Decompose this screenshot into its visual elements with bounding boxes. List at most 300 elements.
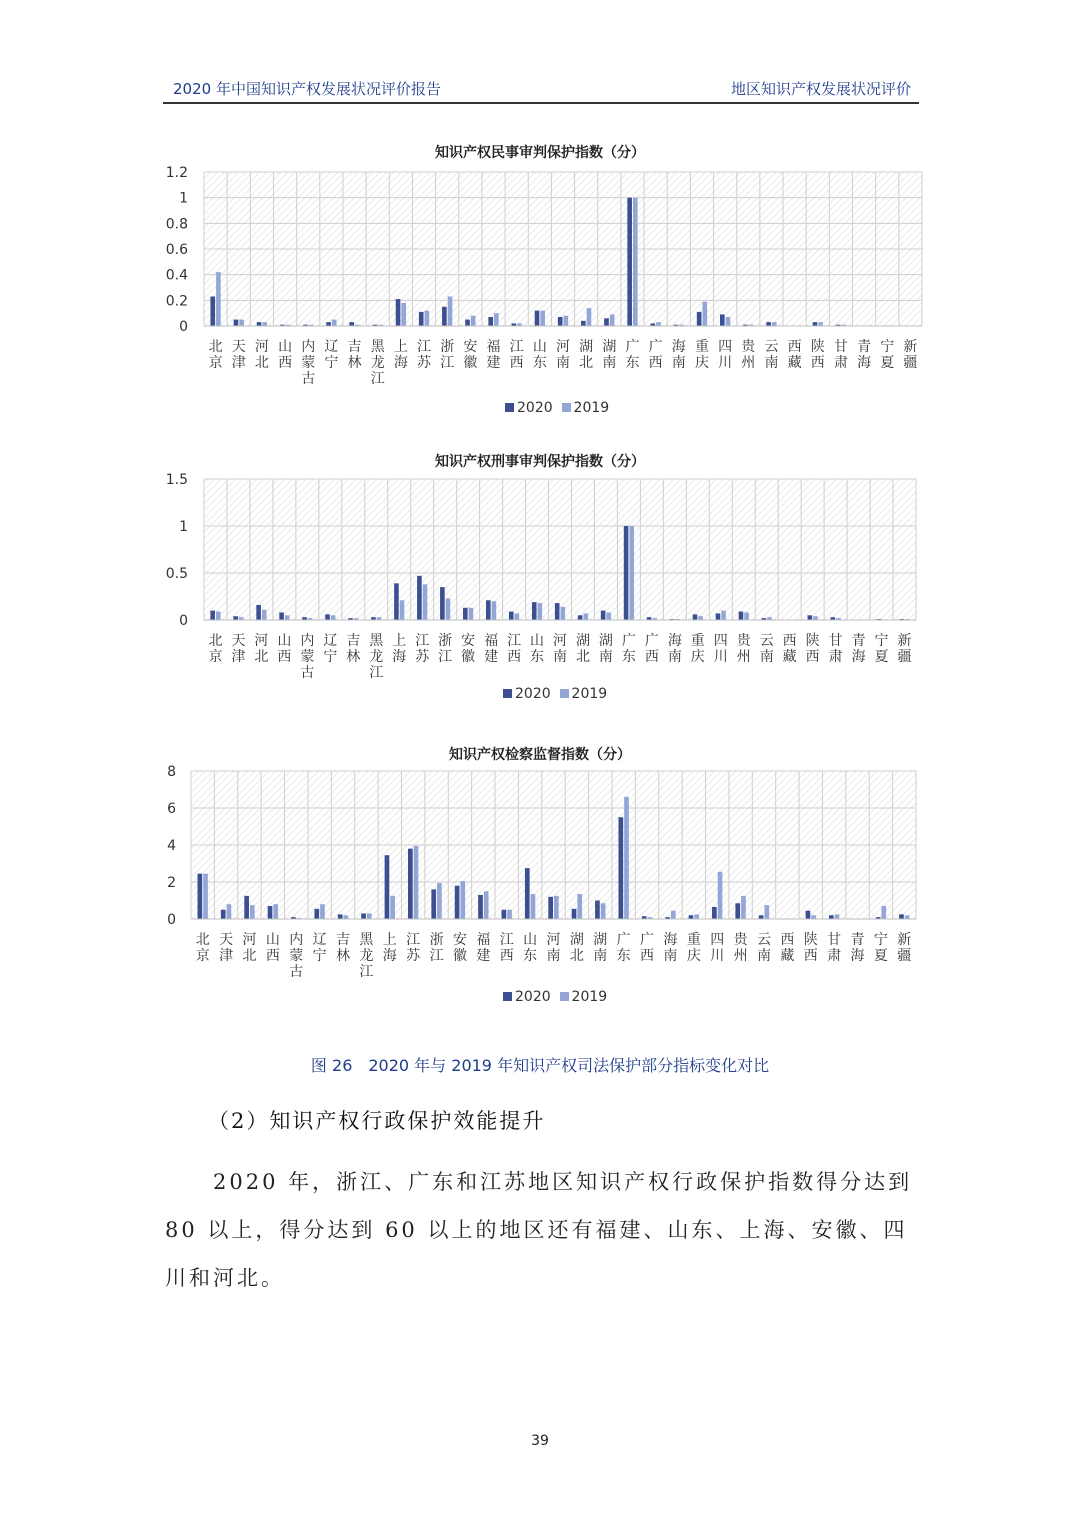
legend-label-2020: 2020 bbox=[515, 989, 551, 1005]
x-tick-char: 北 bbox=[579, 355, 594, 371]
bar-2019-河南 bbox=[554, 896, 559, 919]
y-tick-label: 0 bbox=[179, 319, 188, 335]
bar-2019-贵州 bbox=[741, 896, 746, 919]
y-tick-label: 1.2 bbox=[165, 165, 188, 181]
x-tick-char: 陕 bbox=[810, 339, 825, 355]
x-tick-char: 西 bbox=[782, 633, 797, 649]
bar-2019-吉林 bbox=[344, 915, 349, 919]
page-number: 39 bbox=[531, 1433, 549, 1449]
x-tick-label bbox=[430, 931, 444, 964]
x-tick-char: 山 bbox=[530, 633, 545, 649]
x-tick-char: 吉 bbox=[346, 633, 361, 649]
x-tick-label bbox=[570, 932, 584, 964]
x-tick-char: 徽 bbox=[452, 948, 467, 964]
x-tick-char: 江 bbox=[499, 932, 514, 948]
bar-2019-北京 bbox=[203, 874, 208, 919]
bar-2020-四川 bbox=[712, 907, 717, 919]
x-tick-char: 北 bbox=[242, 948, 257, 964]
x-tick-char: 四 bbox=[718, 339, 733, 355]
x-tick-char: 西 bbox=[278, 355, 293, 371]
bar-2020-广东 bbox=[618, 817, 623, 919]
x-tick-char: 海 bbox=[393, 355, 408, 371]
x-tick-label bbox=[289, 931, 303, 980]
x-tick-char: 湖 bbox=[575, 633, 590, 649]
y-tick-label: 1 bbox=[179, 190, 188, 207]
x-tick-char: 南 bbox=[764, 355, 779, 371]
bar-2020-黑龙江 bbox=[361, 913, 366, 919]
x-tick-char: 京 bbox=[208, 355, 223, 371]
x-tick-char: 庆 bbox=[686, 948, 701, 964]
x-tick-char: 林 bbox=[336, 948, 351, 964]
x-tick-char: 龙 bbox=[369, 649, 384, 665]
bar-2020-天津 bbox=[221, 910, 226, 919]
bar-2019-江西 bbox=[507, 910, 512, 919]
bar-2019-上海 bbox=[390, 896, 395, 919]
x-tick-label bbox=[851, 931, 865, 964]
bar-2020-上海 bbox=[385, 855, 390, 919]
bar-2019-甘肃 bbox=[835, 914, 840, 919]
bar-2020-湖北 bbox=[572, 909, 577, 919]
x-tick-char: 河 bbox=[553, 633, 567, 649]
x-tick-char: 徽 bbox=[463, 355, 478, 371]
x-tick-char: 吉 bbox=[347, 339, 362, 355]
x-tick-label bbox=[827, 932, 841, 964]
x-tick-char: 湖 bbox=[593, 932, 608, 948]
bar-2019-福建 bbox=[484, 891, 489, 919]
x-tick-char: 北 bbox=[254, 355, 269, 371]
x-tick-char: 藏 bbox=[780, 948, 795, 964]
x-tick-char: 海 bbox=[671, 339, 686, 355]
x-tick-char: 浙 bbox=[440, 339, 455, 355]
x-tick-char: 林 bbox=[347, 355, 362, 371]
x-tick-char: 贵 bbox=[736, 633, 751, 649]
legend-label-2020: 2020 bbox=[517, 400, 553, 416]
x-tick-label bbox=[640, 932, 654, 964]
bar-2019-黑龙江 bbox=[367, 913, 372, 919]
x-tick-char: 内 bbox=[289, 932, 304, 948]
x-tick-char: 福 bbox=[486, 339, 501, 355]
bar-2020-北京 bbox=[198, 874, 203, 919]
x-tick-char: 江 bbox=[417, 339, 432, 355]
bar-2019-海南 bbox=[671, 911, 676, 919]
x-tick-char: 西 bbox=[810, 355, 825, 371]
legend-label-2019: 2019 bbox=[573, 400, 610, 416]
bar-2020-山西 bbox=[268, 906, 273, 919]
x-tick-label bbox=[313, 932, 327, 964]
x-tick-char: 古 bbox=[301, 371, 316, 387]
x-tick-label bbox=[359, 932, 374, 980]
x-tick-char: 肃 bbox=[827, 948, 842, 964]
x-tick-label bbox=[710, 932, 724, 964]
x-tick-char: 州 bbox=[733, 948, 748, 964]
x-tick-char: 福 bbox=[484, 633, 499, 649]
x-tick-char: 江 bbox=[415, 633, 430, 649]
x-tick-char: 庆 bbox=[690, 649, 705, 665]
bar-2019-四川 bbox=[718, 872, 723, 919]
chart-title: 知识产权民事审判保护指数（分） bbox=[435, 145, 645, 161]
legend-label-2019: 2019 bbox=[571, 989, 608, 1005]
x-tick-char: 东 bbox=[625, 355, 640, 371]
x-tick-char: 南 bbox=[593, 948, 608, 964]
x-tick-char: 江 bbox=[369, 665, 384, 681]
y-tick-label: 0.8 bbox=[165, 216, 188, 233]
x-tick-char: 天 bbox=[231, 339, 246, 355]
x-tick-char: 上 bbox=[393, 339, 408, 355]
x-tick-char: 安 bbox=[452, 932, 467, 948]
bar-2019-湖南 bbox=[601, 903, 606, 919]
x-tick-char: 川 bbox=[713, 649, 728, 665]
x-tick-char: 蒙 bbox=[301, 355, 316, 371]
x-tick-char: 云 bbox=[764, 339, 779, 355]
y-tick-label: 8 bbox=[167, 764, 176, 780]
x-tick-char: 重 bbox=[694, 339, 709, 355]
x-tick-label bbox=[687, 932, 701, 964]
bar-2020-山东 bbox=[525, 868, 530, 919]
x-tick-label bbox=[242, 932, 256, 964]
y-tick-label: 0.4 bbox=[165, 267, 188, 284]
x-tick-char: 山 bbox=[532, 339, 547, 355]
x-tick-char: 山 bbox=[265, 932, 280, 948]
x-tick-char: 南 bbox=[556, 355, 570, 371]
x-tick-label bbox=[874, 932, 888, 964]
x-tick-char: 贵 bbox=[741, 339, 756, 355]
x-tick-char: 北 bbox=[575, 649, 590, 665]
bar-2020-云南 bbox=[759, 915, 764, 919]
x-tick-char: 南 bbox=[667, 649, 682, 665]
bar-2020-贵州 bbox=[735, 903, 740, 919]
x-tick-char: 川 bbox=[718, 355, 733, 371]
x-tick-char: 辽 bbox=[323, 633, 338, 649]
y-tick-label: 1 bbox=[179, 519, 188, 535]
x-tick-char: 林 bbox=[346, 649, 361, 665]
x-tick-char: 南 bbox=[602, 355, 617, 371]
x-tick-char: 黑 bbox=[359, 932, 374, 948]
x-tick-char: 南 bbox=[598, 649, 613, 665]
x-tick-char: 辽 bbox=[312, 932, 327, 948]
x-tick-char: 海 bbox=[857, 355, 872, 371]
x-tick-char: 南 bbox=[671, 355, 686, 371]
x-tick-char: 湖 bbox=[598, 633, 613, 649]
x-tick-char: 京 bbox=[208, 649, 223, 665]
y-tick-label: 1.5 bbox=[165, 472, 188, 488]
bar-2019-广东 bbox=[624, 797, 629, 919]
x-tick-char: 藏 bbox=[787, 355, 802, 371]
x-tick-char: 广 bbox=[621, 633, 636, 649]
x-tick-char: 陕 bbox=[805, 633, 820, 649]
x-tick-char: 安 bbox=[463, 339, 478, 355]
x-tick-char: 津 bbox=[231, 649, 246, 665]
x-tick-char: 河 bbox=[556, 339, 570, 355]
x-tick-char: 云 bbox=[759, 633, 774, 649]
x-tick-char: 宁 bbox=[874, 633, 889, 649]
x-tick-char: 浙 bbox=[429, 932, 444, 948]
x-tick-char: 蒙 bbox=[289, 948, 304, 964]
x-tick-char: 北 bbox=[195, 932, 210, 948]
x-tick-char: 海 bbox=[850, 948, 865, 964]
x-tick-char: 龙 bbox=[370, 355, 385, 371]
x-tick-char: 西 bbox=[803, 948, 818, 964]
x-tick-char: 四 bbox=[713, 633, 728, 649]
x-tick-label bbox=[547, 932, 561, 964]
x-tick-char: 青 bbox=[857, 339, 872, 355]
bar-2020-江苏 bbox=[408, 849, 413, 919]
x-tick-label bbox=[453, 932, 467, 964]
legend-label-2019: 2019 bbox=[571, 686, 608, 702]
x-tick-char: 宁 bbox=[324, 355, 339, 371]
x-tick-char: 州 bbox=[736, 649, 751, 665]
x-tick-char: 黑 bbox=[369, 633, 384, 649]
x-tick-char: 重 bbox=[686, 932, 701, 948]
x-tick-char: 内 bbox=[301, 339, 316, 355]
x-tick-char: 江 bbox=[507, 633, 522, 649]
bar-2019-陕西 bbox=[811, 915, 816, 919]
x-tick-char: 青 bbox=[851, 633, 866, 649]
x-tick-char: 川 bbox=[710, 948, 725, 964]
bar-2019-江苏 bbox=[414, 846, 419, 919]
x-tick-char: 西 bbox=[780, 932, 795, 948]
bar-2020-陕西 bbox=[806, 911, 811, 919]
x-tick-char: 西 bbox=[644, 649, 659, 665]
x-tick-char: 北 bbox=[208, 339, 223, 355]
x-tick-char: 新 bbox=[903, 339, 918, 355]
x-tick-char: 福 bbox=[476, 932, 491, 948]
x-tick-char: 疆 bbox=[903, 355, 918, 371]
x-tick-char: 重 bbox=[690, 633, 705, 649]
x-tick-char: 南 bbox=[756, 948, 771, 964]
x-tick-char: 西 bbox=[499, 948, 514, 964]
bar-2020-河北 bbox=[244, 896, 249, 919]
x-tick-char: 京 bbox=[195, 948, 210, 964]
x-tick-char: 西 bbox=[640, 948, 655, 964]
x-tick-char: 吉 bbox=[336, 932, 351, 948]
x-tick-char: 甘 bbox=[827, 932, 842, 948]
x-tick-char: 江 bbox=[370, 371, 385, 387]
x-tick-char: 黑 bbox=[370, 339, 385, 355]
x-tick-label bbox=[757, 932, 771, 964]
x-tick-label bbox=[196, 932, 210, 964]
x-tick-char: 河 bbox=[254, 339, 269, 355]
chart-title: 知识产权检察监督指数（分） bbox=[449, 747, 631, 763]
x-tick-char: 青 bbox=[850, 932, 865, 948]
bar-2019-浙江 bbox=[437, 883, 442, 919]
x-tick-char: 江 bbox=[509, 339, 524, 355]
bar-2019-天津 bbox=[227, 904, 232, 919]
bar-2019-山东 bbox=[531, 894, 536, 919]
x-tick-char: 肃 bbox=[828, 649, 843, 665]
x-tick-char: 龙 bbox=[359, 948, 374, 964]
x-tick-char: 广 bbox=[644, 633, 659, 649]
x-tick-char: 四 bbox=[710, 932, 725, 948]
x-tick-label bbox=[523, 932, 537, 964]
y-tick-label: 0 bbox=[167, 912, 176, 928]
bar-2020-福建 bbox=[478, 895, 483, 919]
x-tick-char: 津 bbox=[231, 355, 246, 371]
x-tick-char: 山 bbox=[523, 932, 538, 948]
bar-2019-河北 bbox=[250, 905, 255, 919]
x-tick-char: 江 bbox=[440, 355, 455, 371]
x-tick-char: 江 bbox=[359, 964, 374, 980]
bar-2019-重庆 bbox=[694, 914, 699, 919]
x-tick-char: 庆 bbox=[694, 355, 709, 371]
x-tick-char: 河 bbox=[254, 633, 269, 649]
x-tick-label bbox=[734, 931, 749, 964]
x-tick-char: 山 bbox=[278, 339, 293, 355]
bar-2019-湖北 bbox=[577, 894, 582, 919]
legend-swatch-2019 bbox=[560, 992, 569, 1001]
x-tick-char: 新 bbox=[897, 633, 912, 649]
bar-2019-山西 bbox=[273, 904, 278, 919]
x-tick-label bbox=[219, 932, 233, 964]
bar-2020-安徽 bbox=[455, 886, 460, 919]
x-tick-char: 建 bbox=[486, 355, 501, 371]
x-tick-char: 东 bbox=[621, 649, 636, 665]
x-tick-char: 宁 bbox=[323, 649, 338, 665]
x-tick-char: 安 bbox=[461, 633, 476, 649]
x-tick-char: 西 bbox=[277, 649, 292, 665]
x-tick-label bbox=[266, 932, 280, 964]
x-tick-label bbox=[336, 931, 350, 964]
x-tick-char: 蒙 bbox=[300, 649, 315, 665]
x-tick-char: 疆 bbox=[897, 948, 912, 964]
x-tick-char: 江 bbox=[438, 649, 453, 665]
x-tick-char: 湖 bbox=[602, 339, 617, 355]
x-tick-char: 南 bbox=[759, 649, 774, 665]
x-tick-char: 建 bbox=[476, 948, 491, 964]
x-tick-label bbox=[500, 932, 514, 964]
x-tick-char: 东 bbox=[530, 649, 545, 665]
x-tick-char: 北 bbox=[254, 649, 269, 665]
bar-2019-安徽 bbox=[460, 881, 465, 919]
bar-2020-湖南 bbox=[595, 901, 600, 920]
x-tick-char: 海 bbox=[392, 649, 407, 665]
x-tick-label bbox=[383, 932, 397, 964]
body-paragraph: 2020 年，浙江、广东和江苏地区知识产权行政保护指数得分达到 80 以上，得分达到 60 以上的地区还有福建、山东、上海、安徽、四川和河北。 bbox=[165, 1170, 913, 1290]
x-tick-char: 河 bbox=[546, 932, 561, 948]
bar-2020-浙江 bbox=[431, 889, 436, 919]
x-tick-label bbox=[804, 931, 818, 964]
legend-swatch-2020 bbox=[503, 992, 512, 1001]
x-tick-char: 夏 bbox=[873, 948, 888, 964]
x-tick-char: 甘 bbox=[828, 633, 843, 649]
y-tick-label: 0.2 bbox=[165, 293, 188, 310]
x-tick-char: 徽 bbox=[461, 649, 476, 665]
x-tick-char: 湖 bbox=[569, 932, 584, 948]
x-tick-char: 疆 bbox=[897, 649, 912, 665]
y-tick-label: 0.6 bbox=[165, 242, 188, 258]
x-tick-char: 西 bbox=[507, 649, 522, 665]
header-section-title: 地区知识产权发展状况评价 bbox=[730, 80, 911, 98]
x-tick-char: 贵 bbox=[733, 932, 748, 948]
y-tick-label: 4 bbox=[167, 838, 176, 854]
x-tick-char: 苏 bbox=[417, 355, 432, 371]
bar-2020-江西 bbox=[502, 910, 507, 919]
x-tick-char: 天 bbox=[219, 932, 234, 948]
x-tick-char: 北 bbox=[208, 633, 223, 649]
x-tick-char: 肃 bbox=[833, 355, 848, 371]
bar-2020-河南 bbox=[548, 897, 553, 919]
x-tick-label bbox=[663, 932, 677, 964]
x-tick-char: 天 bbox=[231, 633, 246, 649]
x-tick-char: 辽 bbox=[324, 339, 339, 355]
x-tick-char: 津 bbox=[219, 948, 234, 964]
x-tick-char: 广 bbox=[616, 932, 631, 948]
x-tick-char: 宁 bbox=[312, 948, 327, 964]
x-tick-char: 西 bbox=[805, 649, 820, 665]
y-tick-label: 0.5 bbox=[165, 566, 188, 582]
x-tick-char: 江 bbox=[429, 948, 444, 964]
x-tick-char: 南 bbox=[663, 948, 678, 964]
x-tick-char: 广 bbox=[640, 932, 655, 948]
x-tick-char: 东 bbox=[616, 948, 631, 964]
section-subheading: （2）知识产权行政保护效能提升 bbox=[208, 1109, 546, 1133]
bar-2020-重庆 bbox=[689, 915, 694, 919]
x-tick-char: 苏 bbox=[406, 948, 421, 964]
x-tick-char: 东 bbox=[532, 355, 547, 371]
bar-2019-新疆 bbox=[905, 915, 910, 919]
x-tick-char: 上 bbox=[392, 633, 407, 649]
bar-2020-辽宁 bbox=[314, 909, 319, 919]
x-tick-char: 甘 bbox=[833, 339, 848, 355]
x-tick-char: 云 bbox=[756, 932, 771, 948]
x-tick-char: 南 bbox=[546, 948, 561, 964]
x-tick-char: 宁 bbox=[873, 932, 888, 948]
x-tick-label bbox=[406, 932, 421, 964]
x-tick-char: 河 bbox=[242, 932, 257, 948]
x-tick-char: 海 bbox=[851, 649, 866, 665]
x-tick-char: 苏 bbox=[415, 649, 430, 665]
x-tick-label bbox=[617, 932, 631, 964]
x-tick-char: 夏 bbox=[874, 649, 889, 665]
x-tick-char: 浙 bbox=[438, 633, 453, 649]
x-tick-char: 宁 bbox=[880, 339, 895, 355]
x-tick-char: 上 bbox=[382, 932, 397, 948]
x-tick-char: 湖 bbox=[579, 339, 594, 355]
bar-2019-宁夏 bbox=[881, 906, 886, 919]
x-tick-char: 建 bbox=[484, 649, 499, 665]
x-tick-char: 东 bbox=[523, 948, 538, 964]
bar-2019-云南 bbox=[764, 905, 769, 919]
x-tick-char: 南 bbox=[553, 649, 567, 665]
x-tick-char: 广 bbox=[625, 339, 640, 355]
x-tick-label bbox=[476, 932, 490, 964]
figure-caption: 图 26 2020 年与 2019 年知识产权司法保护部分指标变化对比 bbox=[310, 1056, 770, 1075]
x-tick-char: 海 bbox=[663, 932, 678, 948]
x-tick-char: 古 bbox=[300, 665, 315, 681]
legend-label-2020: 2020 bbox=[515, 686, 551, 702]
y-tick-label: 0 bbox=[179, 613, 188, 629]
bar-2020-新疆 bbox=[899, 914, 904, 919]
x-tick-char: 州 bbox=[741, 355, 756, 371]
x-tick-char: 藏 bbox=[782, 649, 797, 665]
x-tick-char: 西 bbox=[787, 339, 802, 355]
x-tick-char: 西 bbox=[509, 355, 524, 371]
x-tick-char: 新 bbox=[897, 932, 912, 948]
x-tick-char: 广 bbox=[648, 339, 663, 355]
x-tick-char: 陕 bbox=[803, 932, 818, 948]
header-report-title: 2020 年中国知识产权发展状况评价报告 bbox=[173, 80, 441, 98]
x-tick-char: 西 bbox=[265, 948, 280, 964]
x-tick-label bbox=[780, 932, 794, 964]
x-tick-char: 江 bbox=[406, 932, 421, 948]
x-tick-char: 北 bbox=[569, 948, 584, 964]
x-tick-char: 山 bbox=[277, 633, 292, 649]
x-tick-char: 海 bbox=[667, 633, 682, 649]
bar-2020-甘肃 bbox=[829, 915, 834, 919]
y-tick-label: 2 bbox=[167, 875, 176, 891]
chart-legend bbox=[503, 989, 607, 1005]
bar-2019-辽宁 bbox=[320, 904, 325, 919]
x-tick-char: 古 bbox=[289, 964, 304, 980]
